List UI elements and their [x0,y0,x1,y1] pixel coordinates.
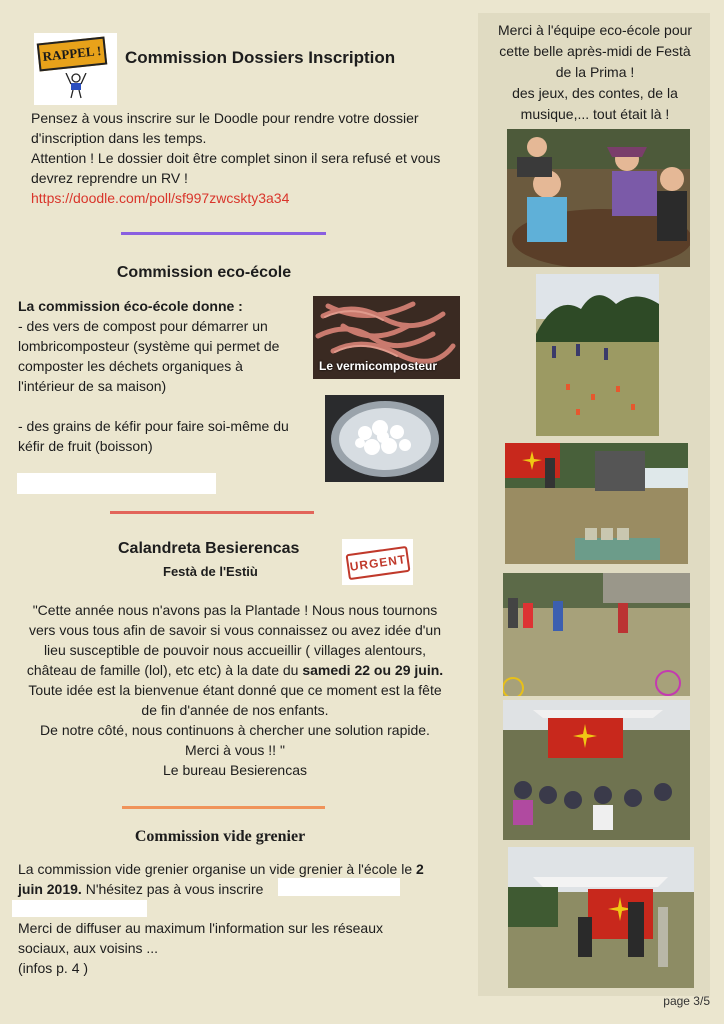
calandreta-body [10,600,460,780]
kefir-photo [325,395,444,482]
videgrenier-line [18,879,468,899]
divider [110,511,314,514]
videgrenier-body [18,859,468,899]
videgrenier-date: juin 2019. [18,881,82,897]
videgrenier-date: 2 [416,861,424,877]
photo-storytelling [503,700,690,840]
divider [122,806,325,809]
photo-field [536,274,659,436]
calandreta-line: "Cette année nous n'avons pas la Plantade ! Nous nous tournons [32,602,438,618]
dossiers-line: Attention ! Le dossier doit être complet sinon il sera refusé et vous [31,150,441,166]
sidebar-caption [484,20,706,125]
dossiers-line: devrez reprendre un RV ! [31,170,188,186]
calandreta-line: De notre côté, nous continuons à chercher une solution rapide. [40,722,430,738]
calandreta-subtitle: Festà de l'Estiù [163,564,258,579]
sidebar-line: Merci à l'équipe eco-école pour [497,22,693,38]
urgent-illustration [342,539,413,585]
ecoecole-intro: La commission éco-école donne : [18,298,243,314]
dossiers-title: Commission Dossiers Inscription [125,48,396,67]
videgrenier-title: Commission vide grenier [134,828,306,845]
photo-gardening [507,129,690,267]
storytelling-illustration [503,700,690,840]
rappel-illustration [34,33,117,105]
sidebar-line: de la Prima ! [555,64,635,80]
sidebar-line: des jeux, des contes, de la [512,85,678,101]
stand-illustration [505,443,688,564]
calandreta-line [10,660,460,680]
calandreta-line: Merci à vous !! " [185,742,285,758]
ecoecole-line: - des vers de compost pour démarrer un [18,318,268,334]
calandreta-signature: Le bureau Besierencas [163,762,307,778]
calandreta-line: lieu susceptible de pouvoir nous accueillir ( villages alentours, [43,642,427,658]
stick-figure-icon [64,73,88,99]
rappel-sign: RAPPEL ! [37,37,108,72]
sidebar-line: cette belle après-midi de Festà [499,43,691,59]
calandreta-title: Calandreta Besierencas [118,540,300,557]
sack-race-illustration [503,573,690,696]
videgrenier-text: N'hésitez pas à vous inscrire [81,881,264,897]
photo-sack-race [503,573,690,696]
ecoecole-title: Commission eco-école [116,264,292,281]
photo-caption: Le vermicomposteur [319,359,438,373]
videgrenier-line: Merci de diffuser au maximum l'information sur les réseaux [18,920,383,936]
doodle-link[interactable]: https://doodle.com/poll/sf997zwcskty3a34 [31,190,290,206]
calandreta-text: château de famille (lol), etc etc) à la date du [26,662,303,678]
sidebar-line: musique,... tout était là ! [520,106,670,122]
photo-stand [505,443,688,564]
videgrenier-line [18,859,468,879]
ecoecole-line: lombricomposteur (système qui permet de [18,338,280,354]
divider [121,232,326,235]
blank-field [12,900,147,917]
music-illustration [508,847,694,988]
calandreta-line: vers vous tous afin de savoir si vous connaissez ou avez idée d'un [28,622,441,638]
dossiers-body [31,108,471,208]
ecoecole-line: kéfir de fruit (boisson) [18,438,153,454]
videgrenier-text: La commission vide grenier organise un vide grenier à l'école le [18,861,416,877]
photo-music [508,847,694,988]
gardening-illustration [507,129,690,267]
urgent-stamp: URGENT [345,546,410,580]
ecoecole-line: - des grains de kéfir pour faire soi-même du [18,418,289,434]
calandreta-date: samedi 22 ou 29 juin. [302,662,444,678]
calandreta-line: de fin d'année de nos enfants. [141,702,329,718]
ecoecole-line: composter les déchets organiques à [18,358,243,374]
videgrenier-body-2 [18,918,468,978]
ecoecole-line: l'intérieur de sa maison) [18,378,167,394]
blank-field [278,878,400,896]
dossiers-line: d'inscription dans les temps. [31,130,207,146]
blank-field [17,473,216,494]
calandreta-line: Toute idée est la bienvenue étant donné que ce moment est la fête [28,682,442,698]
ecoecole-body [18,296,310,456]
videgrenier-line: sociaux, aux voisins ... [18,940,159,956]
vermicomposteur-photo [313,296,460,379]
page-number: page 3/5 [663,994,710,1008]
dossiers-line: Pensez à vous inscrire sur le Doodle pour rendre votre dossier [31,110,419,126]
field-illustration [536,274,659,436]
kefir-grains-illustration [325,395,444,482]
videgrenier-line: (infos p. 4 ) [18,960,89,976]
